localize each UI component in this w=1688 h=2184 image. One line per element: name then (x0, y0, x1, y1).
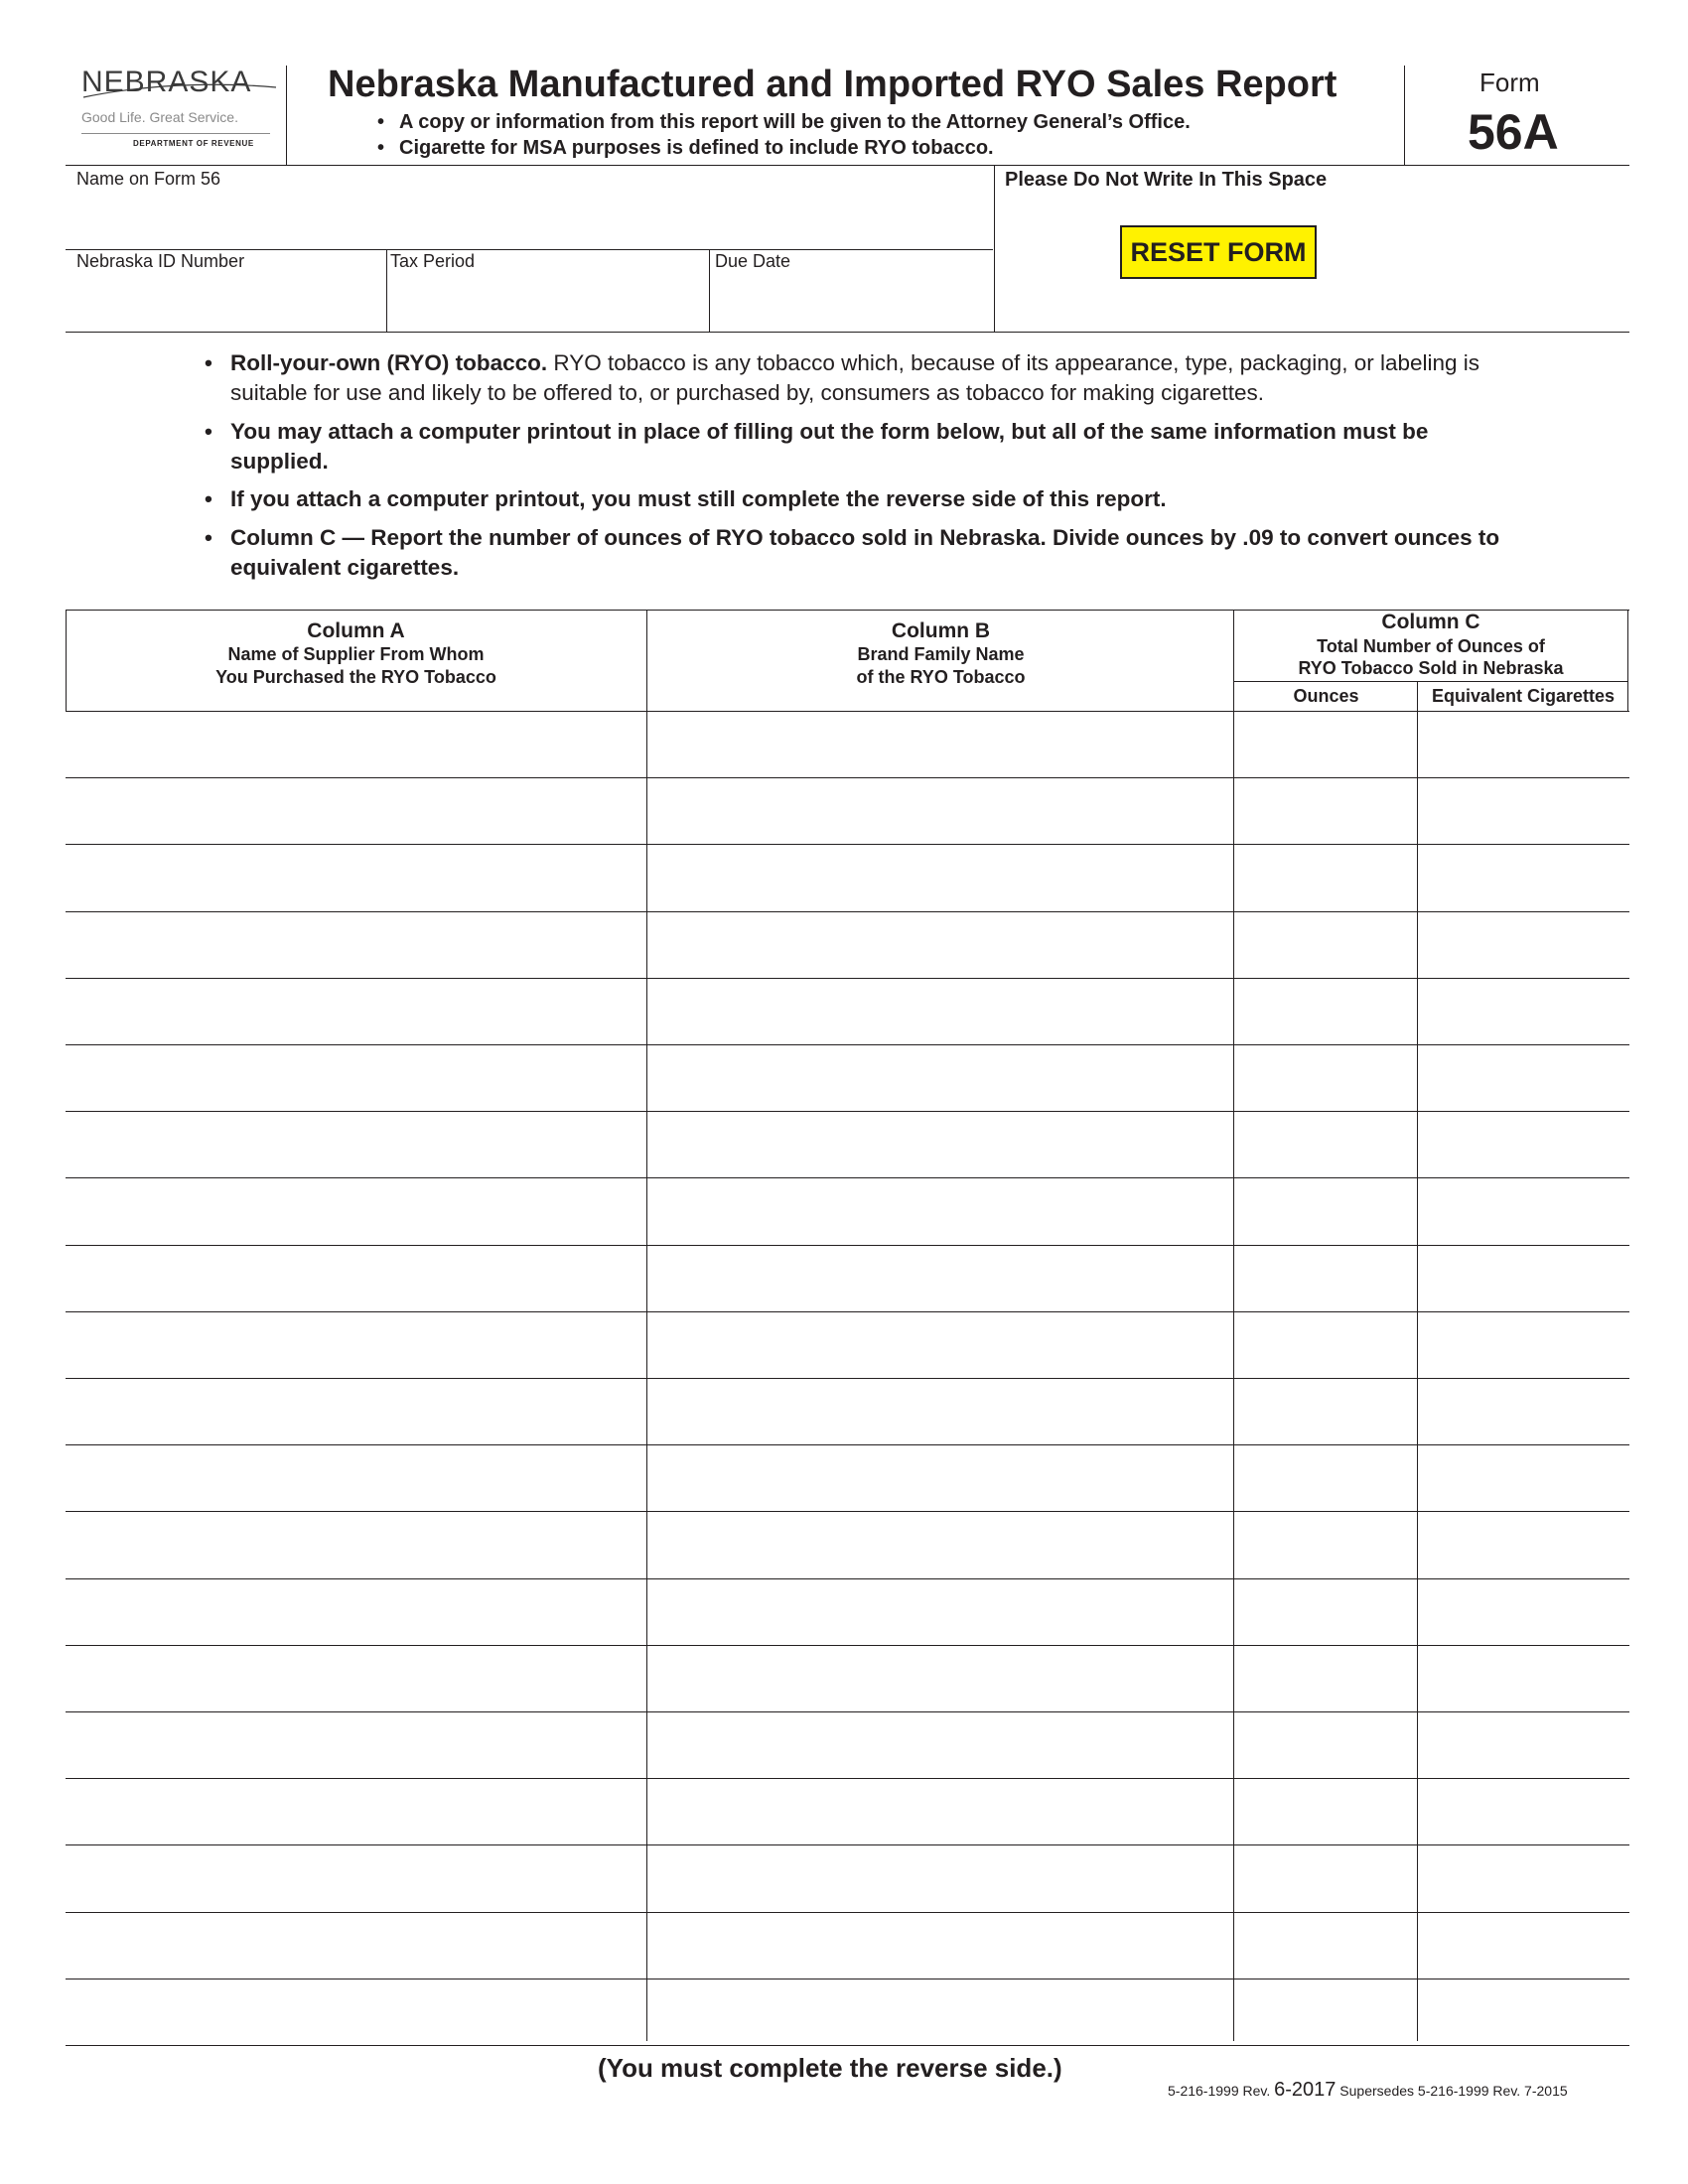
equivalent-cigarettes-cell[interactable] (1419, 1580, 1627, 1643)
ounces-cell[interactable] (1235, 1046, 1417, 1109)
ounces-cell[interactable] (1235, 779, 1417, 842)
equivalent-cigarettes-cell[interactable] (1419, 1046, 1627, 1109)
brand-family-cell[interactable] (648, 1247, 1233, 1309)
ounces-cell[interactable] (1235, 1380, 1417, 1442)
equivalent-cigarettes-cell[interactable] (1419, 980, 1627, 1042)
header-rule (66, 165, 1629, 166)
column-c-sub-rule (1234, 681, 1627, 682)
ounces-cell[interactable] (1235, 1313, 1417, 1376)
equivalent-cigarettes-cell[interactable] (1419, 1380, 1627, 1442)
ounces-cell[interactable] (1235, 1446, 1417, 1509)
nebraska-logo (81, 62, 278, 161)
brand-family-cell[interactable] (648, 913, 1233, 976)
equivalent-cigarettes-cell[interactable] (1419, 713, 1627, 775)
id-divider (386, 249, 387, 332)
nebraska-id-label: Nebraska ID Number (76, 251, 245, 271)
supplier-name-cell[interactable] (66, 1313, 646, 1376)
ounces-cell[interactable] (1235, 1980, 1417, 2043)
supplier-name-cell[interactable] (66, 1380, 646, 1442)
ounces-cell[interactable] (1235, 1713, 1417, 1776)
table-right-edge (1627, 610, 1628, 711)
ounces-cell[interactable] (1235, 1513, 1417, 1575)
form-number: 56A (1468, 104, 1559, 160)
ounces-cell[interactable] (1235, 1580, 1417, 1643)
tax-period-divider (709, 249, 710, 332)
equivalent-cigarettes-cell[interactable] (1419, 1513, 1627, 1575)
brand-family-cell[interactable] (648, 1580, 1233, 1643)
instruction-4: • Column C — Report the number of ounces of RYO tobacco sold in Nebraska. Divide ounces by .09 to convert ounces to equivalent cigarettes. (205, 525, 1500, 580)
ounces-header: Ounces (1293, 686, 1359, 706)
supplier-name-cell[interactable] (66, 1046, 646, 1109)
row-rule (66, 2045, 1629, 2046)
name-field-rule (66, 249, 993, 250)
supplier-name-cell[interactable] (66, 1179, 646, 1242)
equivalent-cigarettes-cell[interactable] (1419, 779, 1627, 842)
tax-period-label: Tax Period (390, 251, 476, 271)
supplier-name-cell[interactable] (66, 1780, 646, 1843)
equivalent-cigarettes-cell[interactable] (1419, 1179, 1627, 1242)
ounces-cell[interactable] (1235, 913, 1417, 976)
supplier-name-cell[interactable] (66, 1647, 646, 1709)
supplier-name-cell[interactable] (66, 1513, 646, 1575)
logo-department: DEPARTMENT OF REVENUE (133, 139, 254, 148)
equivalent-cigarettes-cell[interactable] (1419, 1713, 1627, 1776)
equivalent-cigarettes-cell[interactable] (1419, 1914, 1627, 1977)
logo-tagline: Good Life. Great Service. (81, 109, 238, 125)
header-bullet-1: • A copy or information from this report will be given to the Attorney General’s Office. (377, 111, 1191, 133)
equivalent-cigarettes-cell[interactable] (1419, 913, 1627, 976)
do-not-write-label: Please Do Not Write In This Space (1005, 169, 1328, 191)
ounces-cell[interactable] (1235, 1179, 1417, 1242)
column-b-header: Column B Brand Family Name of the RYO Tobacco (856, 619, 1026, 687)
supplier-name-cell[interactable] (66, 1113, 646, 1175)
name-on-form-label: Name on Form 56 (76, 169, 221, 189)
brand-family-cell[interactable] (648, 1713, 1233, 1776)
supplier-name-cell[interactable] (66, 980, 646, 1042)
ounces-cell[interactable] (1235, 1914, 1417, 1977)
supplier-name-cell[interactable] (66, 913, 646, 976)
equivalent-cigarettes-cell[interactable] (1419, 1113, 1627, 1175)
revision-note: 5-216-1999 Rev. 6-2017 Supersedes 5-216-1999 Rev. 7-2015 (1168, 2079, 1568, 2101)
ounces-cell[interactable] (1235, 1780, 1417, 1843)
brand-family-cell[interactable] (648, 1313, 1233, 1376)
brand-family-cell[interactable] (648, 1513, 1233, 1575)
tax-period-field[interactable] (388, 251, 709, 331)
supplier-name-cell[interactable] (66, 1247, 646, 1309)
form-number-divider (1404, 66, 1405, 165)
supplier-name-cell[interactable] (66, 713, 646, 775)
brand-family-cell[interactable] (648, 1846, 1233, 1909)
logo-divider (81, 133, 270, 134)
column-a-header: Column A Name of Supplier From Whom You Purchased the RYO Tobacco (215, 619, 496, 687)
due-date-label: Due Date (715, 251, 791, 271)
brand-family-cell[interactable] (648, 1113, 1233, 1175)
brand-family-cell[interactable] (648, 1780, 1233, 1843)
brand-family-cell[interactable] (648, 1046, 1233, 1109)
fields-bottom-rule (66, 332, 1629, 333)
supplier-name-cell[interactable] (66, 1846, 646, 1909)
ounces-cell[interactable] (1235, 846, 1417, 908)
brand-family-cell[interactable] (648, 1647, 1233, 1709)
logo-divider-line (286, 66, 287, 165)
equivalent-cigarettes-cell[interactable] (1419, 1780, 1627, 1843)
supplier-name-cell[interactable] (66, 1446, 646, 1509)
brand-family-cell[interactable] (648, 980, 1233, 1042)
form-label: Form (1479, 68, 1540, 97)
brand-family-cell[interactable] (648, 1446, 1233, 1509)
name-on-form-field[interactable] (66, 167, 993, 248)
brand-family-cell[interactable] (648, 1179, 1233, 1242)
reverse-side-note: (You must complete the reverse side.) (598, 2053, 1062, 2083)
supplier-name-cell[interactable] (66, 779, 646, 842)
header-bullet-2: • Cigarette for MSA purposes is defined to include RYO tobacco. (377, 137, 994, 159)
brand-family-cell[interactable] (648, 779, 1233, 842)
equivalent-cigarettes-cell[interactable] (1419, 1313, 1627, 1376)
do-not-write-divider (994, 165, 995, 332)
ounces-cell[interactable] (1235, 1846, 1417, 1909)
supplier-name-cell[interactable] (66, 1980, 646, 2043)
equivalent-cigarettes-cell[interactable] (1419, 1846, 1627, 1909)
column-c-header: Column C Total Number of Ounces of RYO Tobacco Sold in Nebraska (1298, 611, 1564, 678)
ounces-cell[interactable] (1235, 1647, 1417, 1709)
equivalent-cigarettes-cell[interactable] (1419, 1647, 1627, 1709)
supplier-name-cell[interactable] (66, 846, 646, 908)
reset-form-button[interactable]: RESET FORM (1120, 225, 1317, 279)
equivalent-cigarettes-cell[interactable] (1419, 846, 1627, 908)
equivalent-cigarettes-cell[interactable] (1419, 1247, 1627, 1309)
equivalent-cigarettes-cell[interactable] (1419, 1980, 1627, 2043)
due-date-field[interactable] (711, 251, 993, 331)
instruction-1: • Roll-your-own (RYO) tobacco. RYO tobacco is any tobacco which, because of its appearance, type, packaging, or labeling is suitable for use and likely to be offered to, or purchased by, consumers as tobacco for making cigarettes. (205, 350, 1480, 405)
ounces-cell[interactable] (1235, 713, 1417, 775)
brand-family-cell[interactable] (648, 1380, 1233, 1442)
brand-family-cell[interactable] (648, 1980, 1233, 2043)
page-title: Nebraska Manufactured and Imported RYO Sales Report (328, 64, 1337, 105)
instruction-2: • You may attach a computer printout in place of filling out the form below, but all of the same information must be supplied. (205, 419, 1429, 474)
supplier-name-cell[interactable] (66, 1914, 646, 1977)
equivalent-cigarettes-header: Equivalent Cigarettes (1431, 686, 1616, 706)
brand-family-cell[interactable] (648, 713, 1233, 775)
instruction-3: • If you attach a computer printout, you must still complete the reverse side of this report. (205, 486, 1167, 511)
brand-family-cell[interactable] (648, 846, 1233, 908)
supplier-name-cell[interactable] (66, 1580, 646, 1643)
nebraska-id-field[interactable] (66, 251, 386, 331)
ounces-cell[interactable] (1235, 1247, 1417, 1309)
supplier-name-cell[interactable] (66, 1713, 646, 1776)
brand-family-cell[interactable] (648, 1914, 1233, 1977)
ounces-cell[interactable] (1235, 1113, 1417, 1175)
logo-wordmark: NEBRASKA (81, 66, 252, 98)
ounces-cell[interactable] (1235, 980, 1417, 1042)
equivalent-cigarettes-cell[interactable] (1419, 1446, 1627, 1509)
